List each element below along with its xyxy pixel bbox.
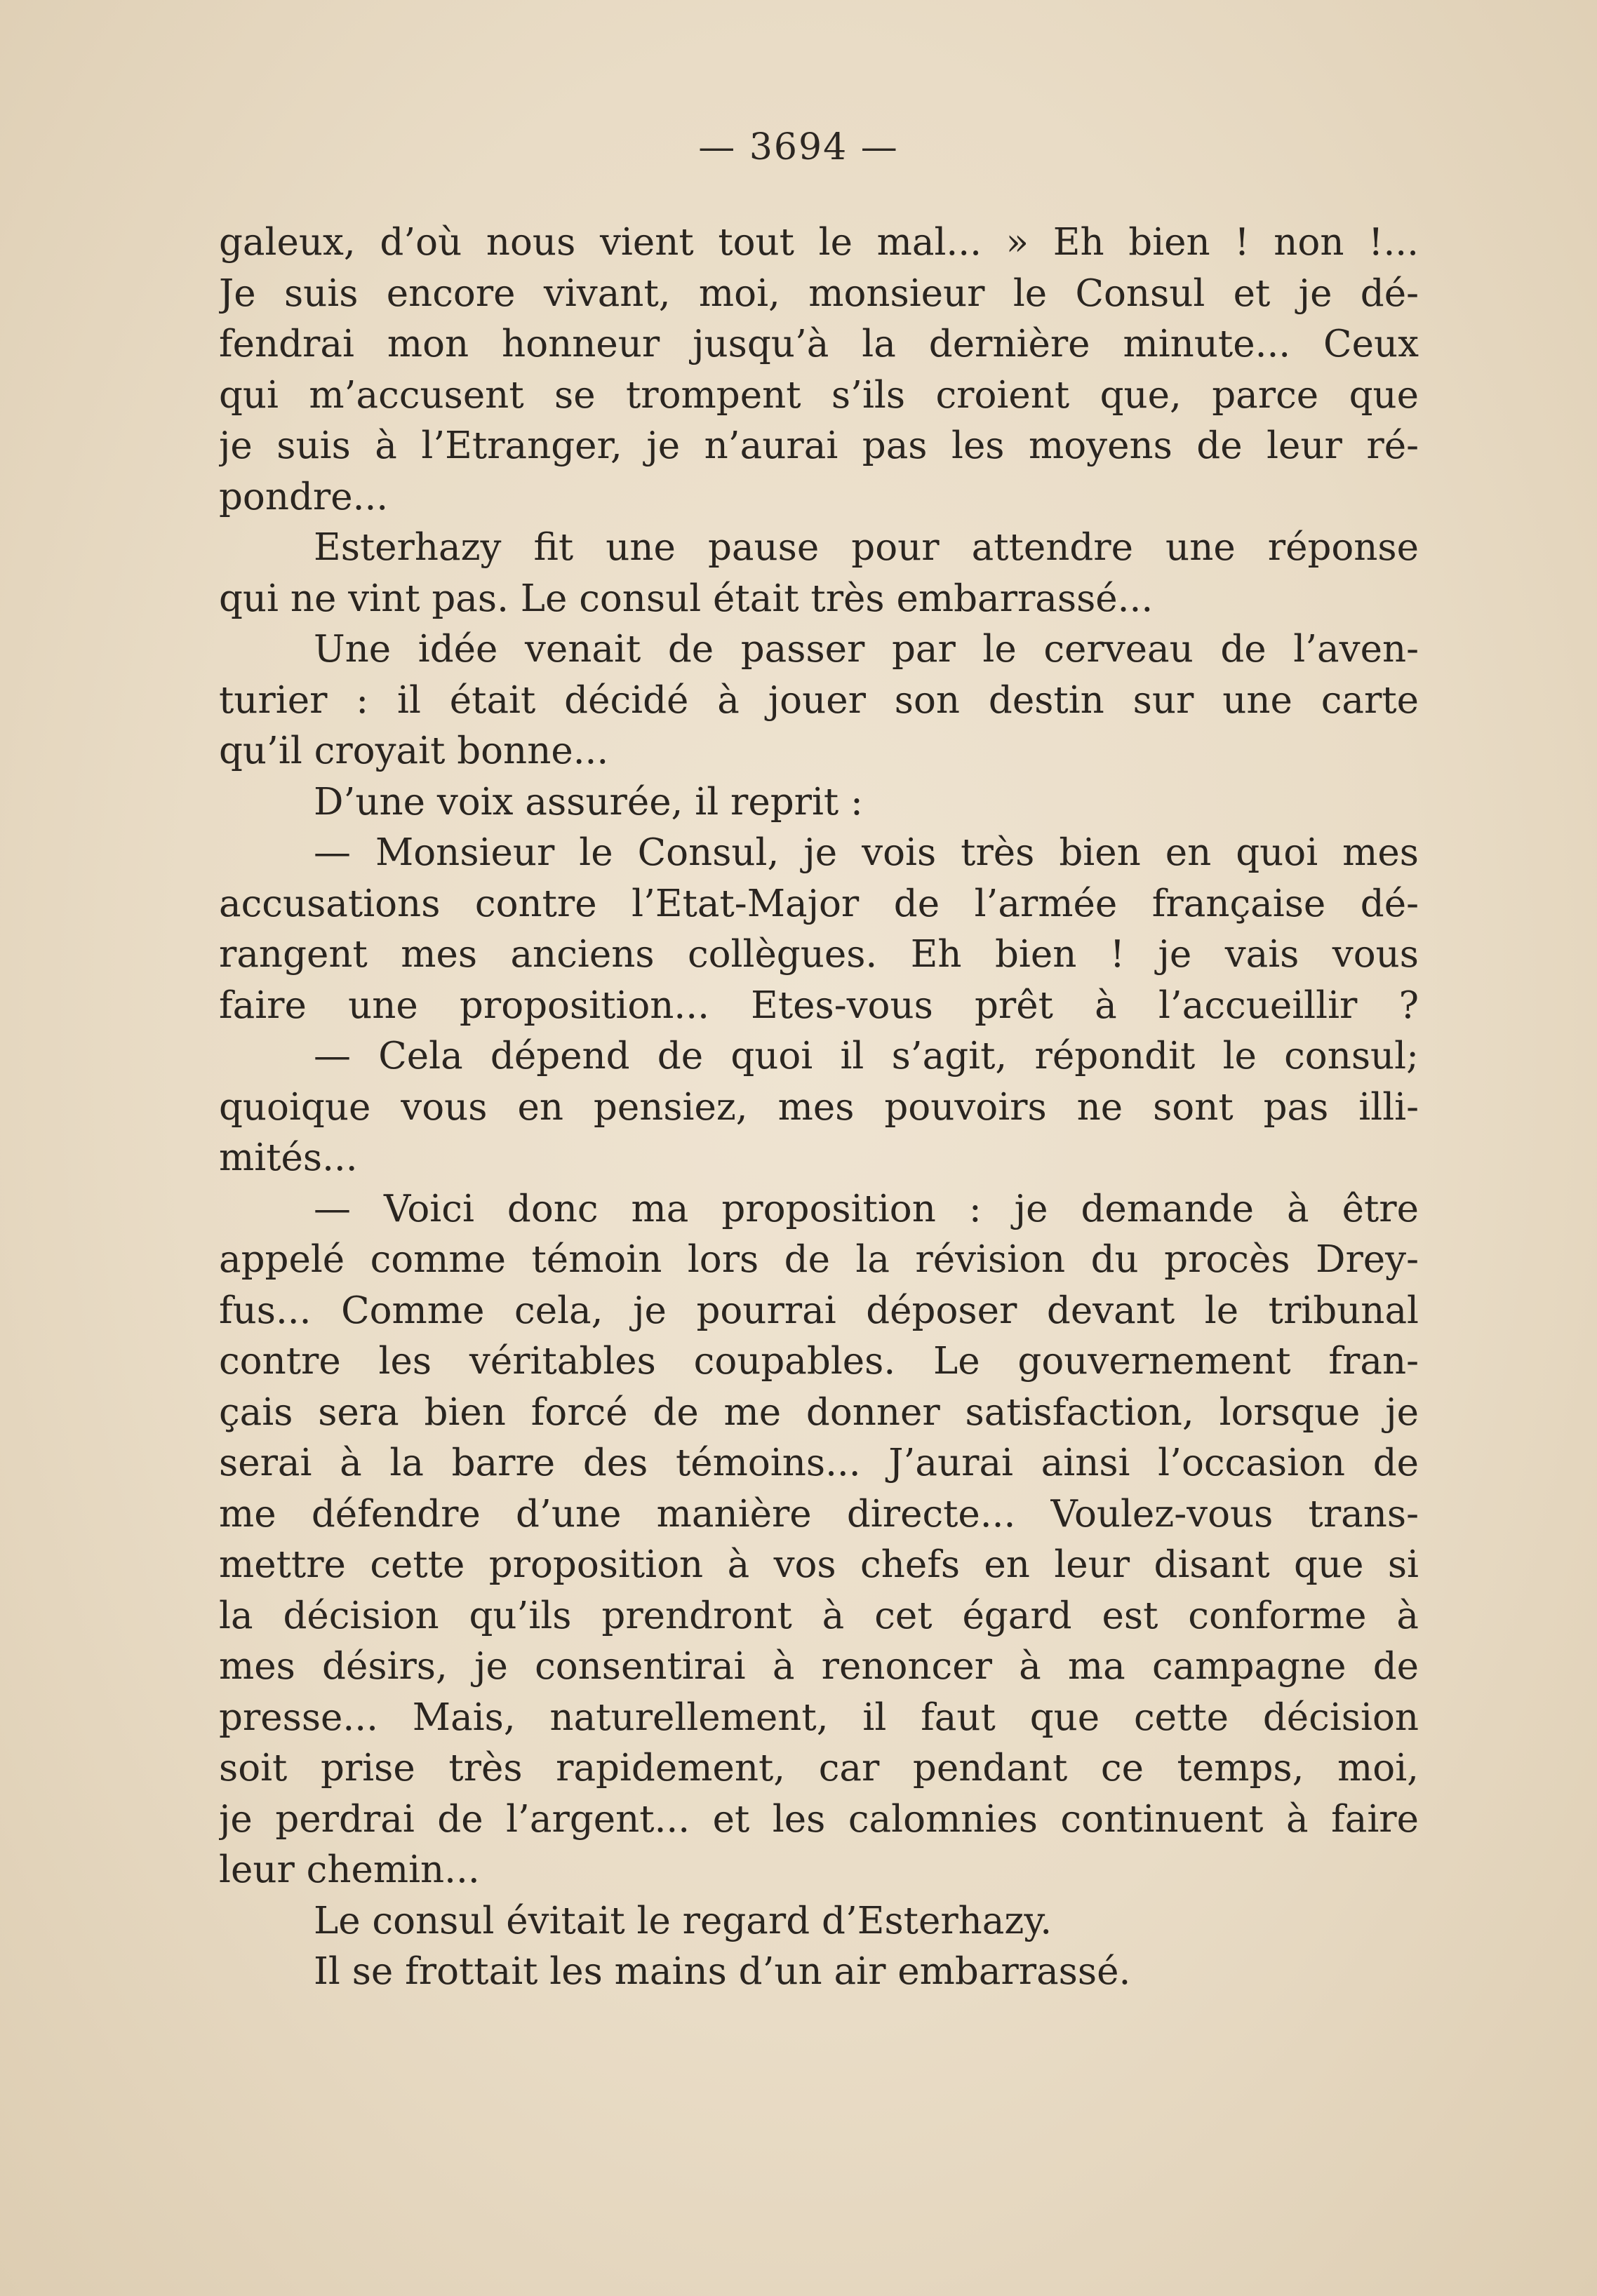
text-line: appelé comme témoin lors de la révision du procès Drey- [219,1238,1419,1281]
text-line: leur chemin... [219,1848,480,1891]
text-line: la décision qu’ils prendront à cet égard est conforme à [219,1594,1419,1637]
text-line: pondre... [219,475,389,518]
text-line: je perdrai de l’argent... et les calomnies continuent à faire [219,1797,1419,1841]
text-line: — Monsieur le Consul, je vois très bien en quoi mes [314,831,1419,874]
text-line: fus... Comme cela, je pourrai déposer devant le tribunal [219,1289,1419,1332]
text-line: serai à la barre des témoins... J’aurai ainsi l’occasion de [219,1442,1419,1484]
body-text [219,217,1419,1998]
text-line: turier : il était décidé à jouer son destin sur une carte [219,678,1419,722]
text-line: — Cela dépend de quoi il s’agit, répondit le consul; [314,1035,1419,1077]
text-line: faire une proposition... Etes-vous prêt à l’accueillir ? [219,983,1419,1027]
text-line: Je suis encore vivant, moi, monsieur le Consul et je dé- [219,271,1419,315]
page-number: — 3694 — [698,126,899,168]
text-line: je suis à l’Etranger, je n’aurai pas les moyens de leur ré- [219,424,1419,467]
text-line: — Voici donc ma proposition : je demande à être [314,1187,1419,1230]
text-line: mités... [219,1136,358,1179]
text-line: soit prise très rapidement, car pendant ce temps, moi, [219,1747,1419,1790]
text-line: çais sera bien forcé de me donner satisfaction, lorsque je [219,1390,1419,1434]
text-line: Esterhazy fit une pause pour attendre une réponse [314,526,1419,569]
text-line: D’une voix assurée, il reprit : [314,780,863,824]
text-line: fendrai mon honneur jusqu’à la dernière minute... Ceux [219,323,1419,365]
text-line: me défendre d’une manière directe... Voulez-vous trans- [219,1492,1419,1536]
text-line: Il se frottait les mains d’un air embarrassé. [314,1950,1131,1993]
text-line: contre les véritables coupables. Le gouvernement fran- [219,1340,1419,1383]
text-line: mettre cette proposition à vos chefs en leur disant que si [219,1543,1419,1586]
text-line: qui m’accusent se trompent s’ils croient que, parce que [219,373,1419,417]
text-line: Une idée venait de passer par le cerveau de l’aven- [314,628,1419,671]
text-line: qu’il croyait bonne... [219,730,609,772]
text-line: accusations contre l’Etat-Major de l’armée française dé- [219,882,1419,925]
text-line: Le consul évitait le regard d’Esterhazy. [314,1899,1053,1942]
text-line: quoique vous en pensiez, mes pouvoirs ne sont pas illi- [219,1085,1419,1129]
text-line: galeux, d’où nous vient tout le mal... » Eh bien ! non !... [219,221,1419,264]
text-line: presse... Mais, naturellement, il faut que cette décision [219,1696,1419,1739]
text-line: rangent mes anciens collègues. Eh bien ! je vais vous [219,933,1419,976]
text-line: qui ne vint pas. Le consul était très embarrassé... [219,577,1154,620]
text-line: mes désirs, je consentirai à renoncer à ma campagne de [219,1645,1419,1688]
